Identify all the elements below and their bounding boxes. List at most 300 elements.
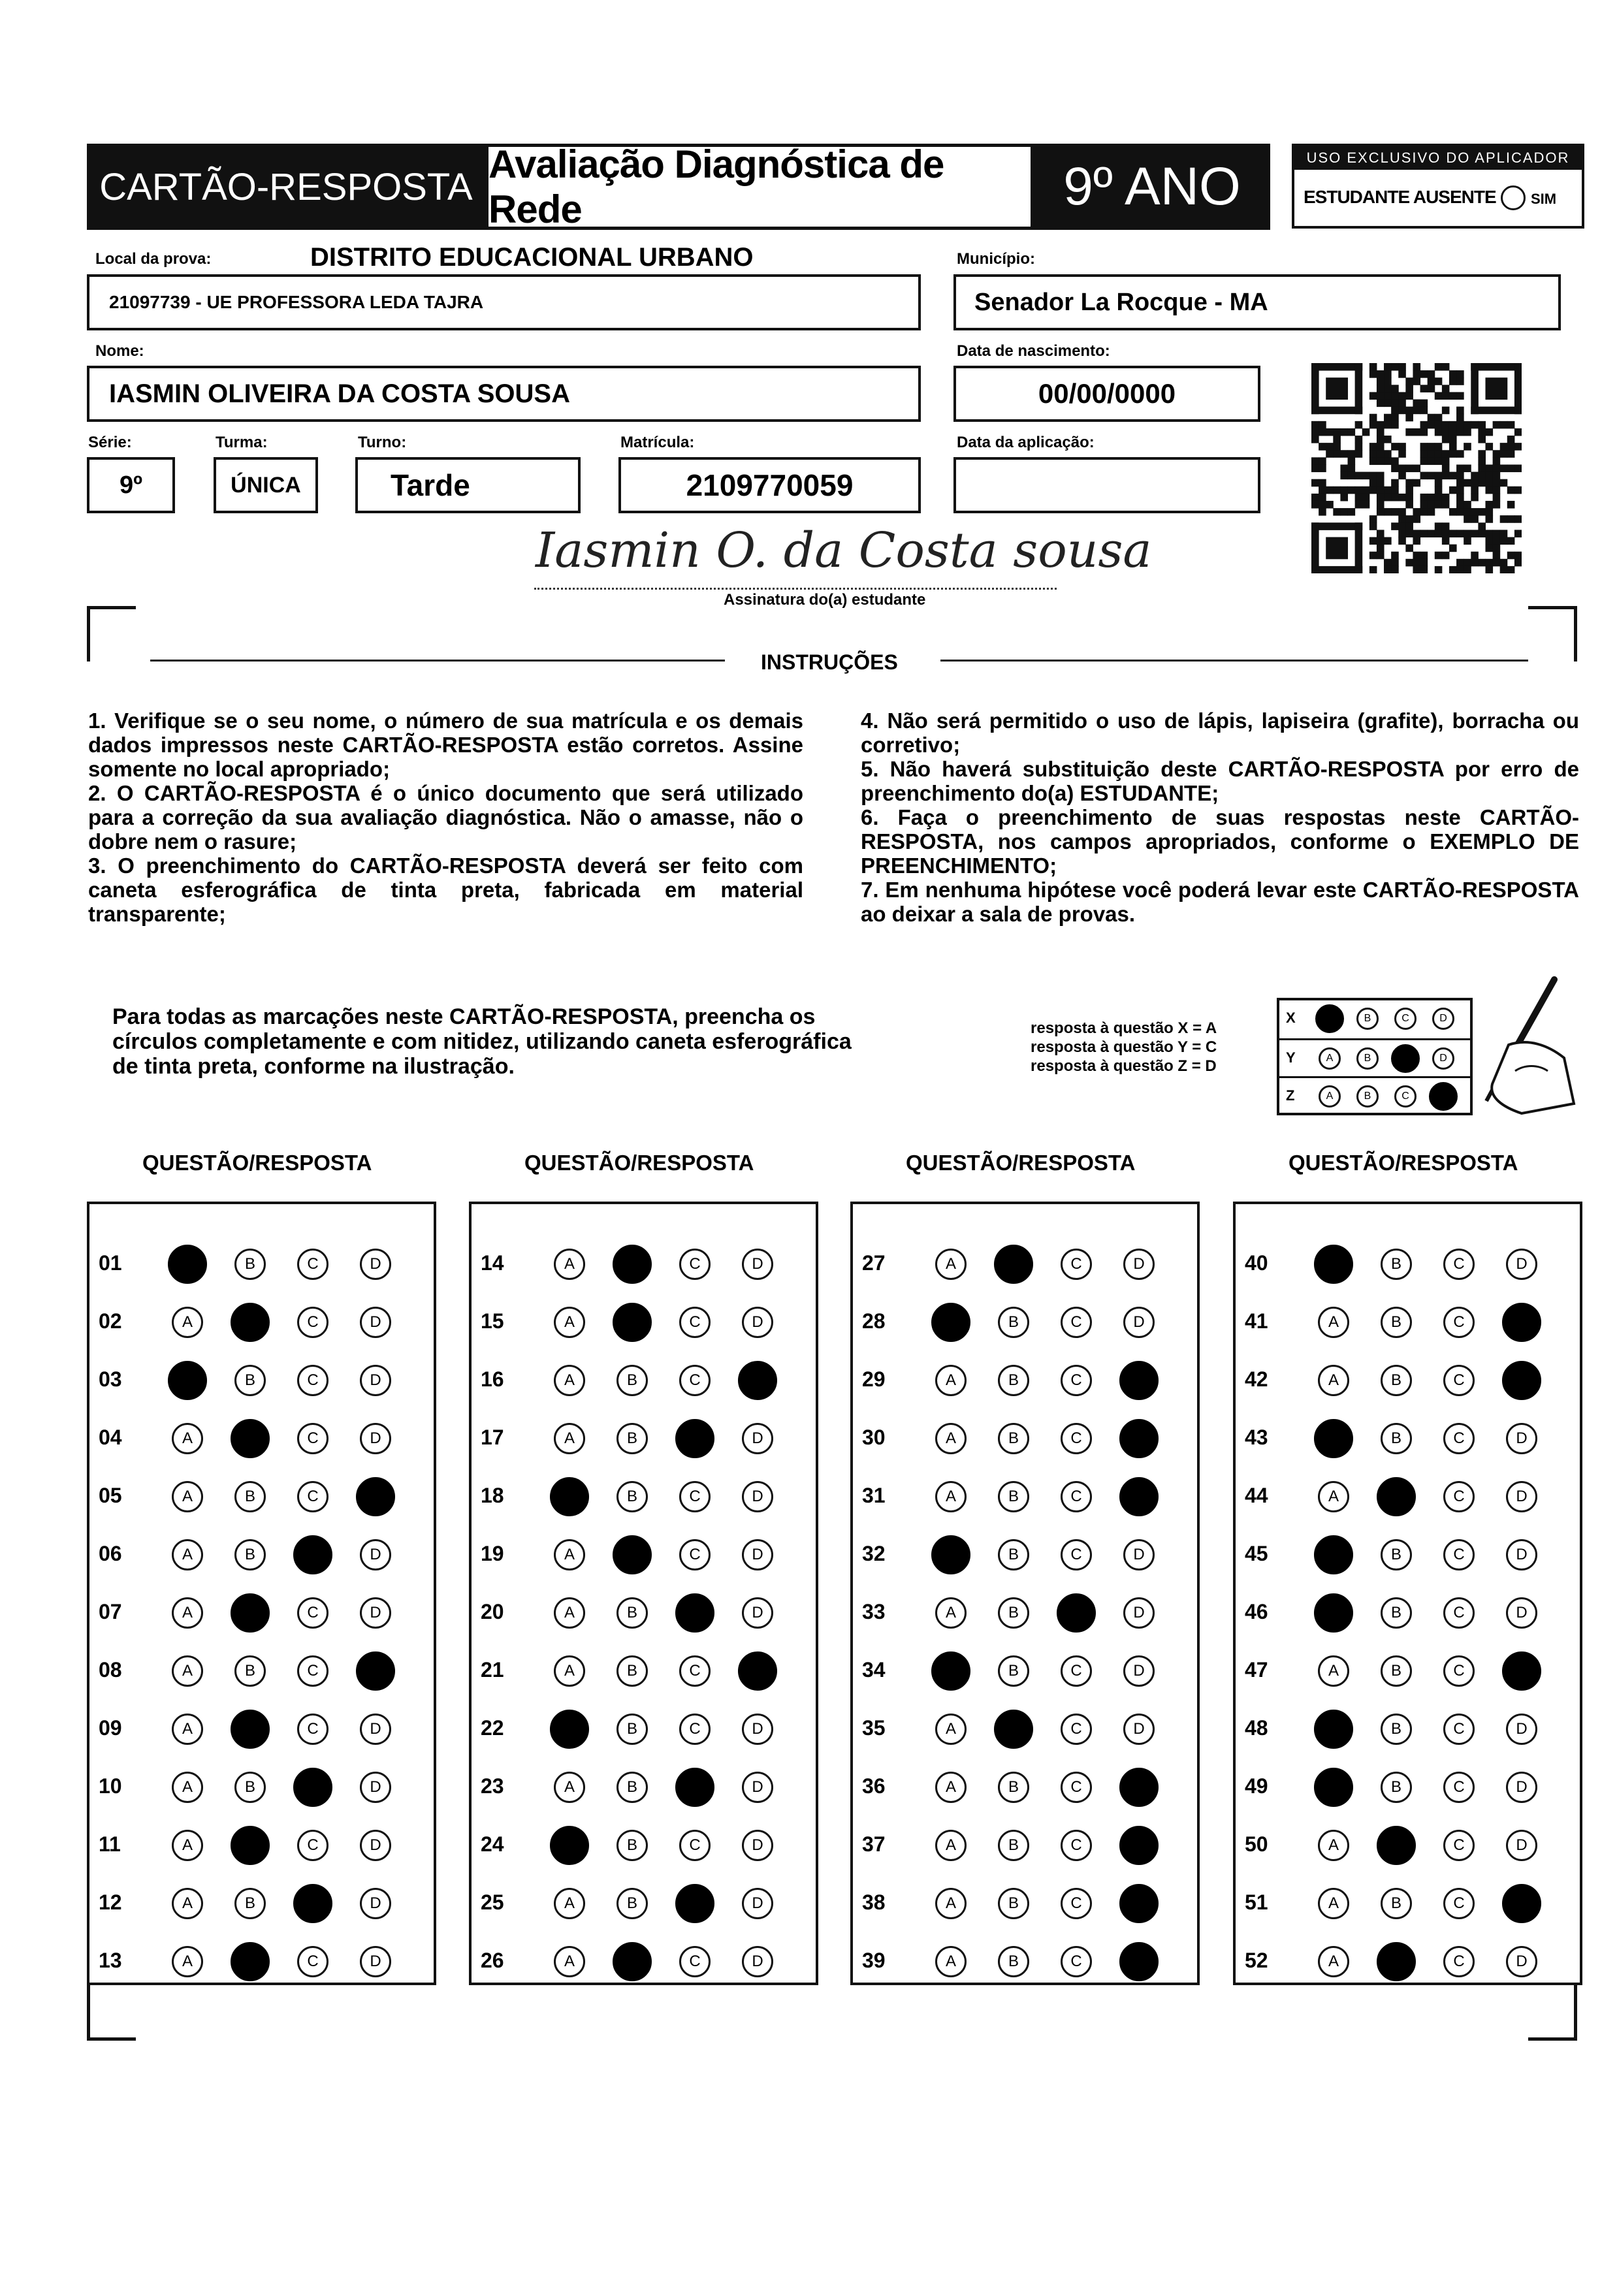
answer-bubble-a[interactable]: A xyxy=(172,1597,203,1629)
answer-bubble-a[interactable]: A xyxy=(935,1423,967,1454)
question-number: 30 xyxy=(862,1426,886,1449)
answer-bubble-a[interactable]: A xyxy=(172,1772,203,1803)
answer-bubble-a[interactable]: A xyxy=(554,1307,585,1338)
question-number: 35 xyxy=(862,1716,886,1740)
answer-bubble-c[interactable]: C xyxy=(1443,1249,1475,1280)
answer-bubble-b[interactable]: B xyxy=(994,1710,1033,1749)
question-number: 47 xyxy=(1245,1658,1268,1682)
answer-bubble-b[interactable]: B xyxy=(231,1710,270,1749)
answer-bubble-a[interactable]: A xyxy=(935,1249,967,1280)
answer-bubble-b[interactable]: B xyxy=(234,1481,266,1512)
answer-bubble-d[interactable]: D xyxy=(1123,1655,1155,1687)
question-number: 48 xyxy=(1245,1716,1268,1740)
example-text: Para todas as marcações neste CARTÃO-RESPOSTA, preencha os círculos completamente e com nitidez, utilizando caneta esferográfica de tinta preta, conforme na ilustração. xyxy=(112,1004,852,1079)
question-number: 51 xyxy=(1245,1890,1268,1914)
question-number: 20 xyxy=(481,1600,504,1623)
question-number: 24 xyxy=(481,1832,504,1856)
answer-bubble-a[interactable]: A xyxy=(554,1539,585,1571)
answer-bubble-a[interactable]: A xyxy=(554,1772,585,1803)
question-row xyxy=(853,1883,1197,1922)
answer-bubble-b[interactable]: B xyxy=(998,1597,1029,1629)
answer-bubble-c[interactable]: C xyxy=(675,1884,714,1923)
answer-bubble-a[interactable]: A xyxy=(931,1303,970,1342)
answer-bubble-b[interactable]: B xyxy=(1381,1714,1412,1745)
turno-field xyxy=(355,457,581,513)
answer-bubble-c[interactable]: C xyxy=(1443,1307,1475,1338)
question-number: 21 xyxy=(481,1658,504,1682)
answer-bubble-b[interactable]: B xyxy=(231,1826,270,1865)
answer-bubble-a[interactable]: A xyxy=(172,1655,203,1687)
serie-value: 9º xyxy=(119,471,142,499)
example-bubble-b: B xyxy=(1356,1085,1379,1108)
answer-bubble-c[interactable]: C xyxy=(293,1884,332,1923)
answer-bubble-d[interactable]: D xyxy=(1506,1481,1537,1512)
answer-bubble-c[interactable]: C xyxy=(1061,1307,1092,1338)
answers-column xyxy=(87,1202,436,1985)
answer-bubble-d[interactable]: D xyxy=(742,1714,773,1745)
answer-bubble-d[interactable]: D xyxy=(360,1539,391,1571)
answer-bubble-d[interactable]: D xyxy=(1123,1714,1155,1745)
answer-bubble-c[interactable]: C xyxy=(1443,1830,1475,1861)
question-row xyxy=(1236,1418,1580,1457)
answer-bubble-d[interactable]: D xyxy=(1123,1249,1155,1280)
answer-bubble-b[interactable]: B xyxy=(616,1888,648,1919)
answer-bubble-b[interactable]: B xyxy=(234,1772,266,1803)
question-number: 08 xyxy=(99,1658,122,1682)
question-number: 13 xyxy=(99,1949,122,1972)
answer-bubble-d[interactable]: D xyxy=(1506,1597,1537,1629)
answer-bubble-d[interactable]: D xyxy=(738,1361,777,1400)
answer-bubble-a[interactable]: A xyxy=(935,1365,967,1396)
answers-column xyxy=(850,1202,1200,1985)
answer-bubble-b[interactable]: B xyxy=(998,1539,1029,1571)
answer-bubble-a[interactable]: A xyxy=(550,1477,589,1516)
answer-bubble-b[interactable]: B xyxy=(1381,1249,1412,1280)
question-number: 15 xyxy=(481,1309,504,1333)
answer-bubble-c[interactable]: C xyxy=(1443,1365,1475,1396)
answer-bubble-a[interactable]: A xyxy=(1318,1481,1349,1512)
answer-bubble-b[interactable]: B xyxy=(998,1655,1029,1687)
answer-bubble-b[interactable]: B xyxy=(998,1481,1029,1512)
answer-bubble-d[interactable]: D xyxy=(1119,1419,1159,1458)
answer-bubble-d[interactable]: D xyxy=(742,1597,773,1629)
answer-bubble-b[interactable]: B xyxy=(998,1365,1029,1396)
answer-bubble-a[interactable]: A xyxy=(1314,1245,1353,1284)
divider xyxy=(150,660,725,662)
question-number: 42 xyxy=(1245,1367,1268,1391)
example-bubble-b: B xyxy=(1356,1047,1379,1070)
answer-bubble-b[interactable]: B xyxy=(998,1946,1029,1977)
answer-bubble-c[interactable]: C xyxy=(679,1307,711,1338)
legend-item: resposta à questão Y = C xyxy=(1031,1038,1217,1056)
answer-bubble-b[interactable]: B xyxy=(231,1593,270,1633)
answer-bubble-c[interactable]: C xyxy=(1061,1423,1092,1454)
answer-bubble-c[interactable]: C xyxy=(679,1946,711,1977)
answer-bubble-c[interactable]: C xyxy=(679,1830,711,1861)
turma-field xyxy=(214,457,318,513)
answer-bubble-a[interactable]: A xyxy=(1318,1307,1349,1338)
answer-bubble-a[interactable]: A xyxy=(931,1535,970,1574)
answer-bubble-b[interactable]: B xyxy=(998,1830,1029,1861)
answer-bubble-c[interactable]: C xyxy=(1443,1597,1475,1629)
answer-bubble-a[interactable]: A xyxy=(172,1714,203,1745)
answer-bubble-d[interactable]: D xyxy=(742,1249,773,1280)
answer-bubble-d[interactable]: D xyxy=(356,1651,395,1691)
answer-bubble-c[interactable]: C xyxy=(297,1307,328,1338)
answer-bubble-a[interactable]: A xyxy=(554,1946,585,1977)
answer-bubble-c[interactable]: C xyxy=(679,1365,711,1396)
answer-bubble-d[interactable]: D xyxy=(738,1651,777,1691)
question-row xyxy=(853,1418,1197,1457)
answer-bubble-a[interactable]: A xyxy=(935,1772,967,1803)
answer-bubble-a[interactable]: A xyxy=(1318,1888,1349,1919)
example-bubble-b: B xyxy=(1356,1008,1379,1030)
hand-pen-icon xyxy=(1424,973,1580,1123)
answer-bubble-c[interactable]: C xyxy=(297,1714,328,1745)
answer-bubble-c[interactable]: C xyxy=(297,1423,328,1454)
answer-bubble-d[interactable]: D xyxy=(742,1888,773,1919)
question-number: 19 xyxy=(481,1542,504,1565)
answers-column-header: QUESTÃO/RESPOSTA xyxy=(142,1151,372,1175)
matricula-label: Matrícula: xyxy=(620,434,695,451)
answer-bubble-a[interactable]: A xyxy=(1318,1946,1349,1977)
answer-bubble-a[interactable]: A xyxy=(935,1830,967,1861)
answer-bubble-d[interactable]: D xyxy=(1119,1477,1159,1516)
answer-bubble-c[interactable]: C xyxy=(679,1655,711,1687)
answer-bubble-a[interactable]: A xyxy=(172,1481,203,1512)
question-row xyxy=(1236,1592,1580,1631)
answer-bubble-d[interactable]: D xyxy=(1502,1651,1541,1691)
question-number: 49 xyxy=(1245,1774,1268,1798)
answer-bubble-b[interactable]: B xyxy=(998,1888,1029,1919)
example-row-label: Z xyxy=(1286,1087,1295,1104)
answer-bubble-d[interactable]: D xyxy=(742,1946,773,1977)
answer-bubble-a[interactable]: A xyxy=(168,1361,207,1400)
answer-bubble-b[interactable]: B xyxy=(613,1245,652,1284)
question-number: 11 xyxy=(99,1832,121,1856)
answer-bubble-b[interactable]: B xyxy=(1381,1365,1412,1396)
answer-bubble-d[interactable]: D xyxy=(1119,1361,1159,1400)
answer-bubble-d[interactable]: D xyxy=(356,1477,395,1516)
answer-bubble-a[interactable]: A xyxy=(550,1826,589,1865)
answer-bubble-d[interactable]: D xyxy=(1506,1423,1537,1454)
answer-bubble-d[interactable]: D xyxy=(742,1481,773,1512)
answer-bubble-c[interactable]: C xyxy=(297,1830,328,1861)
answer-bubble-b[interactable]: B xyxy=(1381,1772,1412,1803)
question-row xyxy=(89,1243,434,1283)
answer-bubble-c[interactable]: C xyxy=(1443,1946,1475,1977)
answer-bubble-c[interactable]: C xyxy=(1061,1481,1092,1512)
answer-bubble-b[interactable]: B xyxy=(613,1535,652,1574)
answer-bubble-c[interactable]: C xyxy=(297,1655,328,1687)
answer-bubble-d[interactable]: D xyxy=(1502,1884,1541,1923)
question-number: 17 xyxy=(481,1426,504,1449)
answer-bubble-a[interactable]: A xyxy=(935,1946,967,1977)
answer-bubble-c[interactable]: C xyxy=(679,1481,711,1512)
answer-bubble-c[interactable]: C xyxy=(1061,1655,1092,1687)
answer-bubble-d[interactable]: D xyxy=(742,1307,773,1338)
answer-bubble-d[interactable]: D xyxy=(1119,1942,1159,1981)
question-row xyxy=(853,1243,1197,1283)
answer-bubble-d[interactable]: D xyxy=(360,1888,391,1919)
answer-bubble-c[interactable]: C xyxy=(297,1597,328,1629)
answer-bubble-c[interactable]: C xyxy=(293,1535,332,1574)
question-number: 14 xyxy=(481,1251,504,1275)
question-number: 10 xyxy=(99,1774,122,1798)
answer-bubble-c[interactable]: C xyxy=(679,1249,711,1280)
answer-bubble-b[interactable]: B xyxy=(616,1655,648,1687)
answer-bubble-c[interactable]: C xyxy=(1061,1772,1092,1803)
question-row xyxy=(853,1708,1197,1747)
answer-bubble-b[interactable]: B xyxy=(616,1481,648,1512)
instruction-item: 5. Não haverá substituição deste CARTÃO-RESPOSTA por erro de preenchimento do(a) ESTUDANTE; xyxy=(861,757,1579,805)
answer-bubble-b[interactable]: B xyxy=(616,1423,648,1454)
answer-bubble-c[interactable]: C xyxy=(297,1365,328,1396)
answer-bubble-c[interactable]: C xyxy=(1443,1714,1475,1745)
answer-bubble-a[interactable]: A xyxy=(1314,1535,1353,1574)
question-row xyxy=(853,1301,1197,1341)
answer-bubble-a[interactable]: A xyxy=(554,1365,585,1396)
example-bubble-c: C xyxy=(1394,1085,1417,1108)
question-number: 41 xyxy=(1245,1309,1268,1333)
answer-bubble-c[interactable]: C xyxy=(675,1593,714,1633)
municipio-label: Município: xyxy=(957,250,1035,268)
answer-bubble-c[interactable]: C xyxy=(1443,1888,1475,1919)
instruction-item: 7. Em nenhuma hipótese você poderá levar este CARTÃO-RESPOSTA ao deixar a sala de provas. xyxy=(861,878,1579,926)
answer-bubble-a[interactable]: A xyxy=(1318,1365,1349,1396)
answer-bubble-a[interactable]: A xyxy=(554,1655,585,1687)
nascimento-value: 00/00/0000 xyxy=(1038,378,1176,409)
question-number: 12 xyxy=(99,1890,122,1914)
answer-bubble-b[interactable]: B xyxy=(1377,1942,1416,1981)
answer-bubble-a[interactable]: A xyxy=(554,1423,585,1454)
answer-bubble-c[interactable]: C xyxy=(1061,1249,1092,1280)
answer-bubble-a[interactable]: A xyxy=(1314,1593,1353,1633)
answer-bubble-a[interactable]: A xyxy=(1314,1710,1353,1749)
question-number: 52 xyxy=(1245,1949,1268,1972)
answer-bubble-c[interactable]: C xyxy=(1443,1655,1475,1687)
answer-bubble-b[interactable]: B xyxy=(1381,1539,1412,1571)
answer-bubble-c[interactable]: C xyxy=(1443,1539,1475,1571)
answer-bubble-d[interactable]: D xyxy=(1119,1768,1159,1807)
answer-bubble-c[interactable]: C xyxy=(1061,1365,1092,1396)
answer-bubble-d[interactable]: D xyxy=(1506,1946,1537,1977)
answer-bubble-a[interactable]: A xyxy=(1314,1419,1353,1458)
answer-bubble-c[interactable]: C xyxy=(679,1539,711,1571)
answer-bubble-a[interactable]: A xyxy=(172,1423,203,1454)
answer-bubble-b[interactable]: B xyxy=(234,1655,266,1687)
answer-bubble-d[interactable]: D xyxy=(1123,1539,1155,1571)
answer-bubble-c[interactable]: C xyxy=(297,1946,328,1977)
answer-bubble-a[interactable]: A xyxy=(935,1714,967,1745)
absent-bubble[interactable] xyxy=(1501,185,1526,210)
answer-bubble-a[interactable]: A xyxy=(172,1307,203,1338)
answer-bubble-b[interactable]: B xyxy=(998,1772,1029,1803)
answer-bubble-c[interactable]: C xyxy=(675,1768,714,1807)
answer-bubble-b[interactable]: B xyxy=(616,1365,648,1396)
answer-bubble-b[interactable]: B xyxy=(1381,1307,1412,1338)
answer-bubble-a[interactable]: A xyxy=(1314,1768,1353,1807)
answer-bubble-b[interactable]: B xyxy=(616,1830,648,1861)
nascimento-label: Data de nascimento: xyxy=(957,342,1110,360)
answer-bubble-a[interactable]: A xyxy=(1318,1655,1349,1687)
question-number: 04 xyxy=(99,1426,122,1449)
question-number: 40 xyxy=(1245,1251,1268,1275)
answer-bubble-c[interactable]: C xyxy=(1443,1772,1475,1803)
school-value: 21097739 - UE PROFESSORA LEDA TAJRA xyxy=(109,292,484,312)
question-row xyxy=(472,1766,816,1806)
answer-bubble-b[interactable]: B xyxy=(234,1365,266,1396)
answer-bubble-a[interactable]: A xyxy=(935,1597,967,1629)
answer-bubble-c[interactable]: C xyxy=(1061,1946,1092,1977)
question-row xyxy=(472,1476,816,1515)
answer-bubble-d[interactable]: D xyxy=(360,1365,391,1396)
question-number: 34 xyxy=(862,1658,886,1682)
answer-bubble-a[interactable]: A xyxy=(554,1249,585,1280)
nome-field xyxy=(87,366,921,422)
answer-bubble-a[interactable]: A xyxy=(168,1245,207,1284)
question-row xyxy=(1236,1766,1580,1806)
answer-bubble-a[interactable]: A xyxy=(554,1597,585,1629)
exam-title: Avaliação Diagnóstica de Rede xyxy=(485,144,1034,230)
legend-item: resposta à questão X = A xyxy=(1031,1019,1217,1037)
corner-mark xyxy=(1528,1985,1577,2041)
answer-bubble-d[interactable]: D xyxy=(1502,1361,1541,1400)
answer-bubble-b[interactable]: B xyxy=(234,1249,266,1280)
answer-bubble-d[interactable]: D xyxy=(1119,1826,1159,1865)
district-name: DISTRITO EDUCACIONAL URBANO xyxy=(310,243,754,272)
answer-bubble-d[interactable]: D xyxy=(1119,1884,1159,1923)
question-row xyxy=(1236,1650,1580,1689)
answer-bubble-a[interactable]: A xyxy=(935,1481,967,1512)
question-number: 05 xyxy=(99,1484,122,1507)
question-row xyxy=(853,1360,1197,1399)
answer-bubble-c[interactable]: C xyxy=(1057,1593,1096,1633)
answer-bubble-d[interactable]: D xyxy=(1123,1597,1155,1629)
answer-bubble-b[interactable]: B xyxy=(613,1303,652,1342)
answer-bubble-a[interactable]: A xyxy=(550,1710,589,1749)
answer-bubble-b[interactable]: B xyxy=(1381,1888,1412,1919)
question-row xyxy=(853,1534,1197,1573)
example-row-label: Y xyxy=(1286,1049,1296,1066)
answer-bubble-b[interactable]: B xyxy=(998,1307,1029,1338)
question-row xyxy=(1236,1883,1580,1922)
answer-bubble-d[interactable]: D xyxy=(1506,1830,1537,1861)
answer-bubble-d[interactable]: D xyxy=(742,1539,773,1571)
answer-bubble-d[interactable]: D xyxy=(1506,1249,1537,1280)
answer-bubble-b[interactable]: B xyxy=(231,1303,270,1342)
nome-value: IASMIN OLIVEIRA DA COSTA SOUSA xyxy=(109,379,570,408)
answer-bubble-c[interactable]: C xyxy=(679,1714,711,1745)
answer-bubble-c[interactable]: C xyxy=(1061,1888,1092,1919)
answer-bubble-b[interactable]: B xyxy=(1377,1826,1416,1865)
answer-bubble-d[interactable]: D xyxy=(360,1772,391,1803)
answer-bubble-c[interactable]: C xyxy=(1061,1714,1092,1745)
answer-bubble-c[interactable]: C xyxy=(297,1249,328,1280)
answer-bubble-b[interactable]: B xyxy=(616,1714,648,1745)
question-number: 26 xyxy=(481,1949,504,1972)
answer-bubble-c[interactable]: C xyxy=(293,1768,332,1807)
matricula-field xyxy=(618,457,921,513)
answer-bubble-d[interactable]: D xyxy=(360,1830,391,1861)
answer-bubble-c[interactable]: C xyxy=(297,1481,328,1512)
answer-bubble-b[interactable]: B xyxy=(1381,1423,1412,1454)
answer-bubble-b[interactable]: B xyxy=(998,1423,1029,1454)
answer-bubble-d[interactable]: D xyxy=(360,1307,391,1338)
answer-bubble-d[interactable]: D xyxy=(360,1946,391,1977)
answer-bubble-a[interactable]: A xyxy=(172,1830,203,1861)
signature: Iasmin O. da Costa sousa xyxy=(536,522,1152,579)
answer-bubble-c[interactable]: C xyxy=(675,1419,714,1458)
answer-bubble-a[interactable]: A xyxy=(931,1651,970,1691)
question-number: 16 xyxy=(481,1367,504,1391)
answer-bubble-d[interactable]: D xyxy=(1123,1307,1155,1338)
school-field xyxy=(87,274,921,330)
answer-bubble-d[interactable]: D xyxy=(360,1597,391,1629)
answer-bubble-b[interactable]: B xyxy=(616,1772,648,1803)
answer-bubble-c[interactable]: C xyxy=(1061,1830,1092,1861)
answer-bubble-b[interactable]: B xyxy=(616,1597,648,1629)
answer-bubble-b[interactable]: B xyxy=(231,1419,270,1458)
answer-bubble-b[interactable]: B xyxy=(994,1245,1033,1284)
answer-bubble-b[interactable]: B xyxy=(234,1888,266,1919)
answers-column xyxy=(469,1202,818,1985)
answer-bubble-d[interactable]: D xyxy=(742,1830,773,1861)
answer-bubble-b[interactable]: B xyxy=(1377,1477,1416,1516)
answer-bubble-d[interactable]: D xyxy=(360,1423,391,1454)
absent-yes-label: SIM xyxy=(1531,191,1557,207)
answer-bubble-d[interactable]: D xyxy=(1506,1714,1537,1745)
turno-value: Tarde xyxy=(391,468,470,502)
answer-bubble-b[interactable]: B xyxy=(613,1942,652,1981)
answer-bubble-b[interactable]: B xyxy=(1381,1655,1412,1687)
question-row xyxy=(89,1708,434,1747)
answer-bubble-d[interactable]: D xyxy=(742,1772,773,1803)
answer-bubble-d[interactable]: D xyxy=(360,1249,391,1280)
answer-bubble-c[interactable]: C xyxy=(1443,1481,1475,1512)
answer-bubble-b[interactable]: B xyxy=(234,1539,266,1571)
answer-bubble-a[interactable]: A xyxy=(172,1946,203,1977)
example-bubble-a: A xyxy=(1319,1047,1341,1070)
question-number: 39 xyxy=(862,1949,886,1972)
answer-bubble-b[interactable]: B xyxy=(1381,1597,1412,1629)
serie-label: Série: xyxy=(88,434,132,451)
answer-bubble-a[interactable]: A xyxy=(554,1888,585,1919)
answer-bubble-d[interactable]: D xyxy=(360,1714,391,1745)
answer-bubble-a[interactable]: A xyxy=(935,1888,967,1919)
question-row xyxy=(89,1825,434,1864)
answer-bubble-c[interactable]: C xyxy=(1443,1423,1475,1454)
question-number: 23 xyxy=(481,1774,504,1798)
answer-bubble-c[interactable]: C xyxy=(1061,1539,1092,1571)
answer-bubble-d[interactable]: D xyxy=(1506,1772,1537,1803)
aplicacao-field[interactable] xyxy=(953,457,1260,513)
answer-bubble-b[interactable]: B xyxy=(231,1942,270,1981)
question-row xyxy=(472,1418,816,1457)
question-row xyxy=(1236,1941,1580,1980)
answer-bubble-d[interactable]: D xyxy=(742,1423,773,1454)
example-row-label: X xyxy=(1286,1010,1296,1026)
question-row xyxy=(1236,1825,1580,1864)
answer-bubble-a[interactable]: A xyxy=(172,1888,203,1919)
answers-column-header: QUESTÃO/RESPOSTA xyxy=(1289,1151,1518,1175)
question-number: 03 xyxy=(99,1367,122,1391)
answer-bubble-d[interactable]: D xyxy=(1506,1539,1537,1571)
answer-bubble-d[interactable]: D xyxy=(1502,1303,1541,1342)
answer-bubble-a[interactable]: A xyxy=(172,1539,203,1571)
question-number: 46 xyxy=(1245,1600,1268,1623)
answer-bubble-a[interactable]: A xyxy=(1318,1830,1349,1861)
